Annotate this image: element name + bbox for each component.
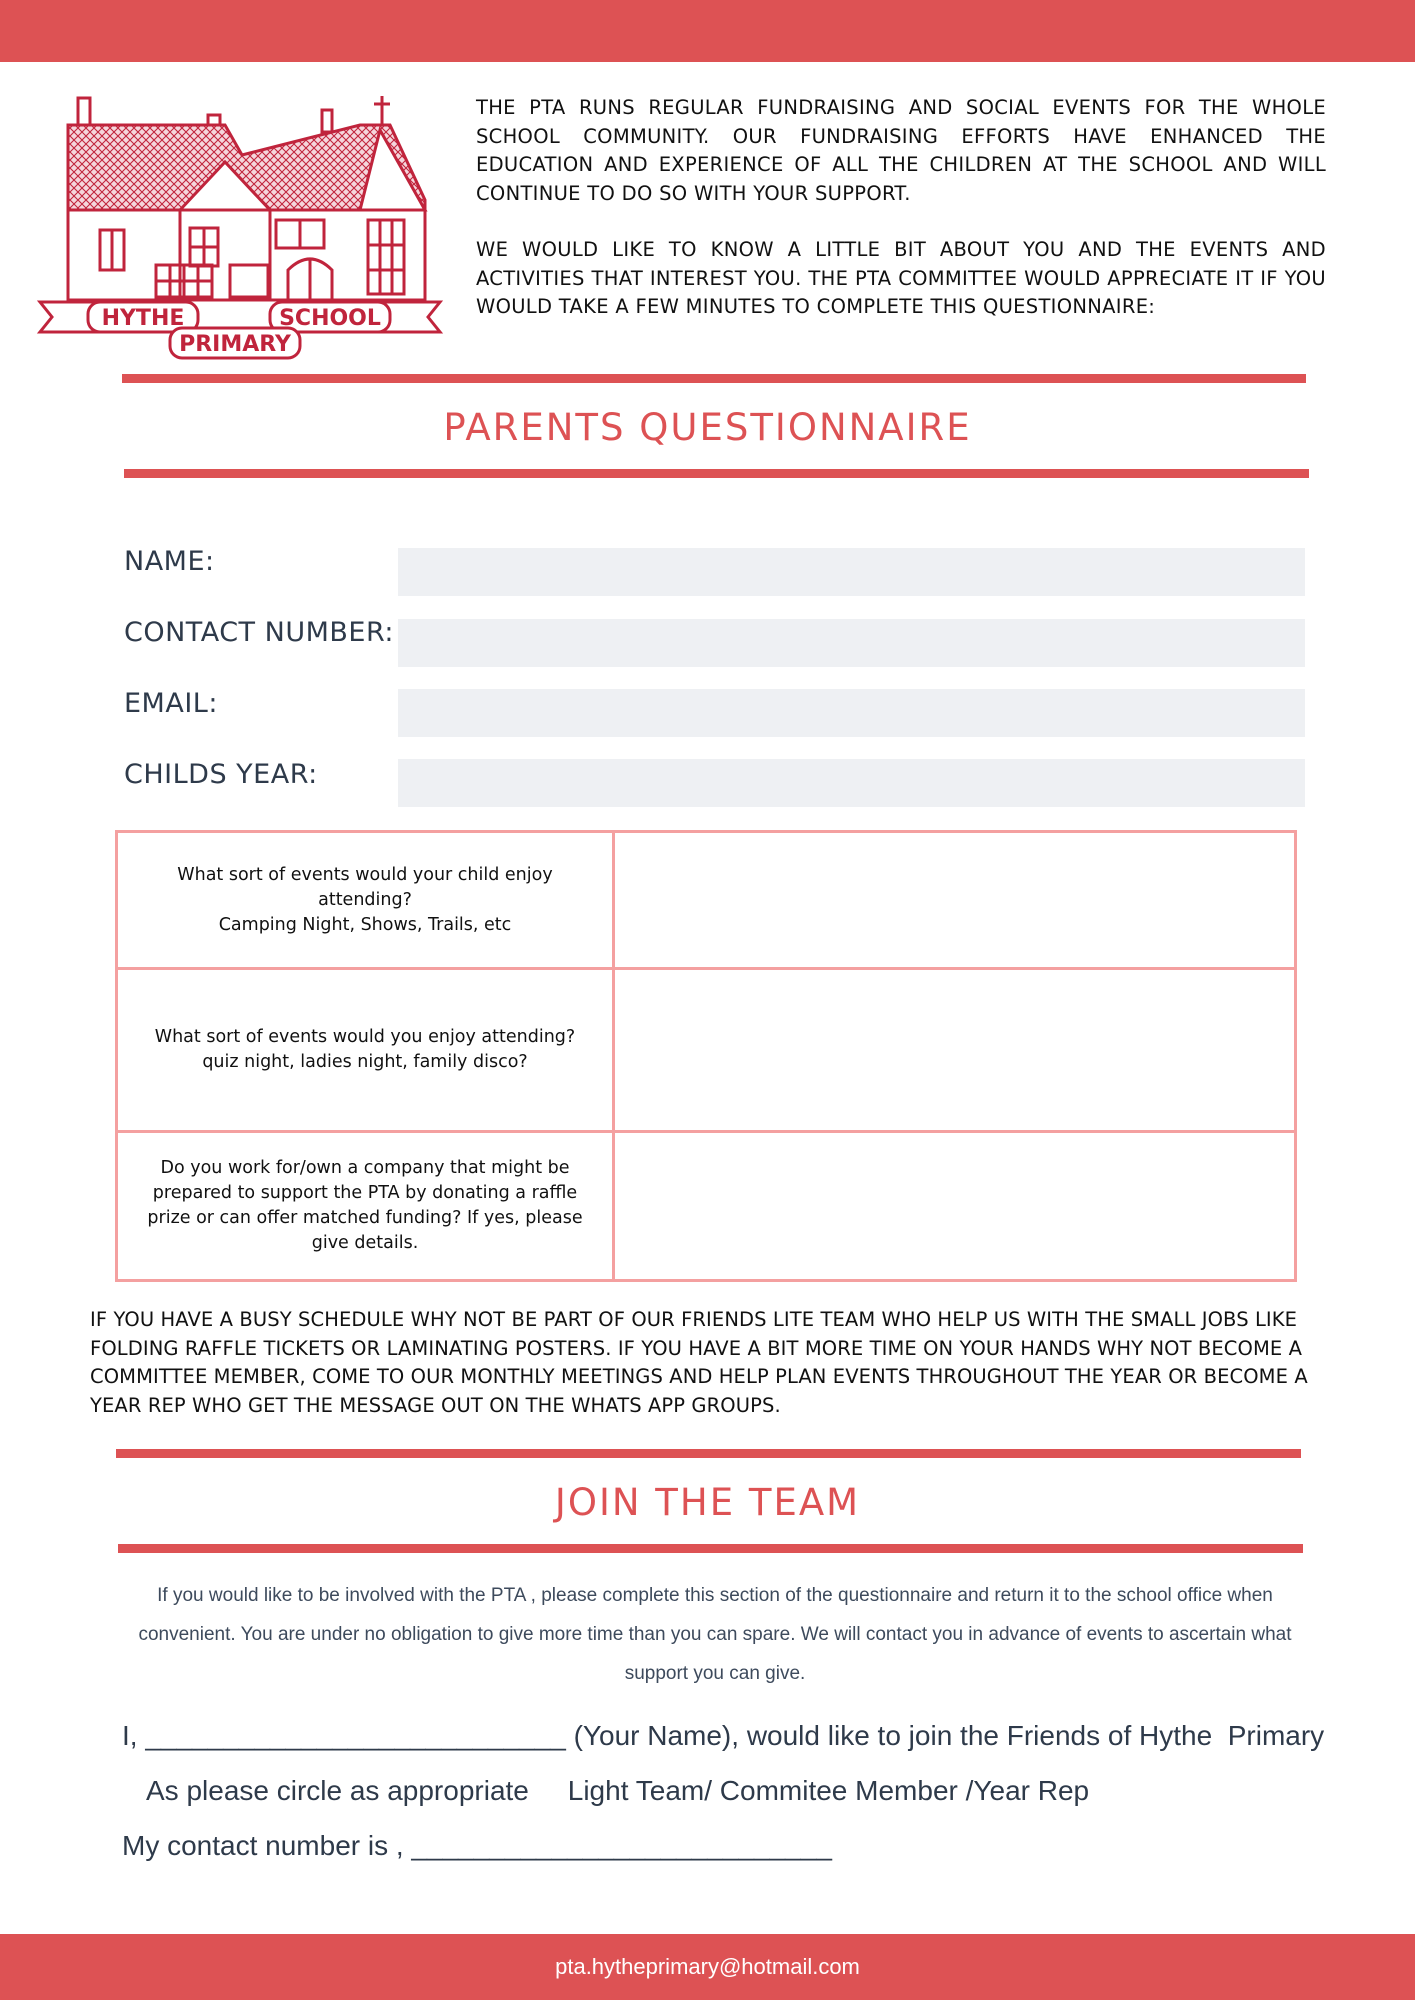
table-row: [117, 832, 1296, 969]
email-label: EMAIL:: [124, 688, 218, 719]
top-banner: [0, 0, 1415, 62]
childs-year-label: CHILDS YEAR:: [124, 759, 318, 790]
questions-table: [115, 830, 1297, 1282]
join-title: JOIN THE TEAM: [554, 1481, 861, 1524]
contact-number-field[interactable]: [398, 619, 1305, 667]
join-role-line[interactable]: As please circle as appropriate Light Team/ Commitee Member /Year Rep: [146, 1775, 1090, 1806]
intro-paragraph-1: THE PTA RUNS REGULAR FUNDRAISING AND SOCIAL EVENTS FOR THE WHOLE SCHOOL COMMUNITY. OUR FUNDRAISING EFFORTS HAVE ENHANCED THE EDUCATION AND EXPERIENCE OF ALL THE CHILDREN AT THE SCHOOL AND WILL CONTINUE TO DO SO WITH YOUR SUPPORT.: [476, 96, 1326, 205]
question-text: Do you work for/own a company that might be prepared to support the PTA by donating a raffle prize or can offer matched funding? If yes, please give details.: [147, 1158, 583, 1253]
join-contact-line[interactable]: My contact number is , ___________________________: [122, 1830, 832, 1861]
answer-cell[interactable]: [614, 969, 1296, 1132]
contact-number-label: CONTACT NUMBER:: [124, 617, 394, 648]
logo-word-hythe: HYTHE: [101, 306, 185, 331]
question-hint: quiz night, ladies night, family disco?: [202, 1052, 528, 1072]
divider-rule: [116, 1449, 1301, 1458]
question-cell: [117, 1132, 614, 1281]
logo-word-primary: PRIMARY: [179, 332, 291, 357]
divider-rule: [124, 469, 1309, 478]
logo-word-school: SCHOOL: [279, 306, 381, 331]
table-row: [117, 969, 1296, 1132]
divider-rule: [118, 1544, 1303, 1553]
footer-email[interactable]: pta.hytheprimary@hotmail.com: [555, 1954, 860, 1979]
question-cell: [117, 969, 614, 1132]
intro-text: [476, 94, 1326, 350]
childs-year-field[interactable]: [398, 759, 1305, 807]
questionnaire-title: PARENTS QUESTIONNAIRE: [443, 406, 972, 449]
question-text: What sort of events would you enjoy attending?: [154, 1027, 576, 1047]
email-field[interactable]: [398, 689, 1305, 737]
school-logo: [30, 80, 448, 376]
question-text: What sort of events would your child enjoy attending?: [177, 864, 553, 910]
divider-rule: [122, 374, 1306, 383]
table-row: [117, 1132, 1296, 1281]
name-label: NAME:: [124, 546, 215, 577]
question-hint: Camping Night, Shows, Trails, etc: [218, 914, 512, 935]
footer-bar: [0, 1934, 1415, 2000]
answer-cell[interactable]: [614, 1132, 1296, 1281]
answer-cell[interactable]: [614, 832, 1296, 969]
intro-paragraph-2: WE WOULD LIKE TO KNOW A LITTLE BIT ABOUT YOU AND THE EVENTS AND ACTIVITIES THAT INTEREST YOU. THE PTA COMMITTEE WOULD APPRECIATE IT IF YOU WOULD TAKE A FEW MINUTES TO COMPLETE THIS QUESTIONNAIRE:: [476, 238, 1326, 318]
question-cell: [117, 832, 614, 969]
busy-schedule-text: IF YOU HAVE A BUSY SCHEDULE WHY NOT BE PART OF OUR FRIENDS LITE TEAM WHO HELP US WITH THE SMALL JOBS LIKE FOLDING RAFFLE TICKETS OR LAMINATING POSTERS. IF YOU HAVE A BIT MORE TIME ON YOUR HANDS WHY NOT BECOME A COMMITTEE MEMBER, COME TO OUR MONTHLY MEETINGS AND HELP PLAN EVENTS THROUGHOUT THE YEAR OR BECOME A YEAR REP WHO GET THE MESSAGE OUT ON THE WHATS APP GROUPS.: [90, 1308, 1308, 1417]
name-field[interactable]: [398, 548, 1305, 596]
join-name-line[interactable]: I, ___________________________ (Your Name), would like to join the Friends of Hythe Primary: [122, 1720, 1325, 1751]
join-description: If you would like to be involved with the PTA , please complete this section of the questionnaire and return it to the school office when convenient. You are under no obligation to give more time than you can spare. We will contact you in advance of events to ascertain what support you can give.: [138, 1585, 1292, 1684]
